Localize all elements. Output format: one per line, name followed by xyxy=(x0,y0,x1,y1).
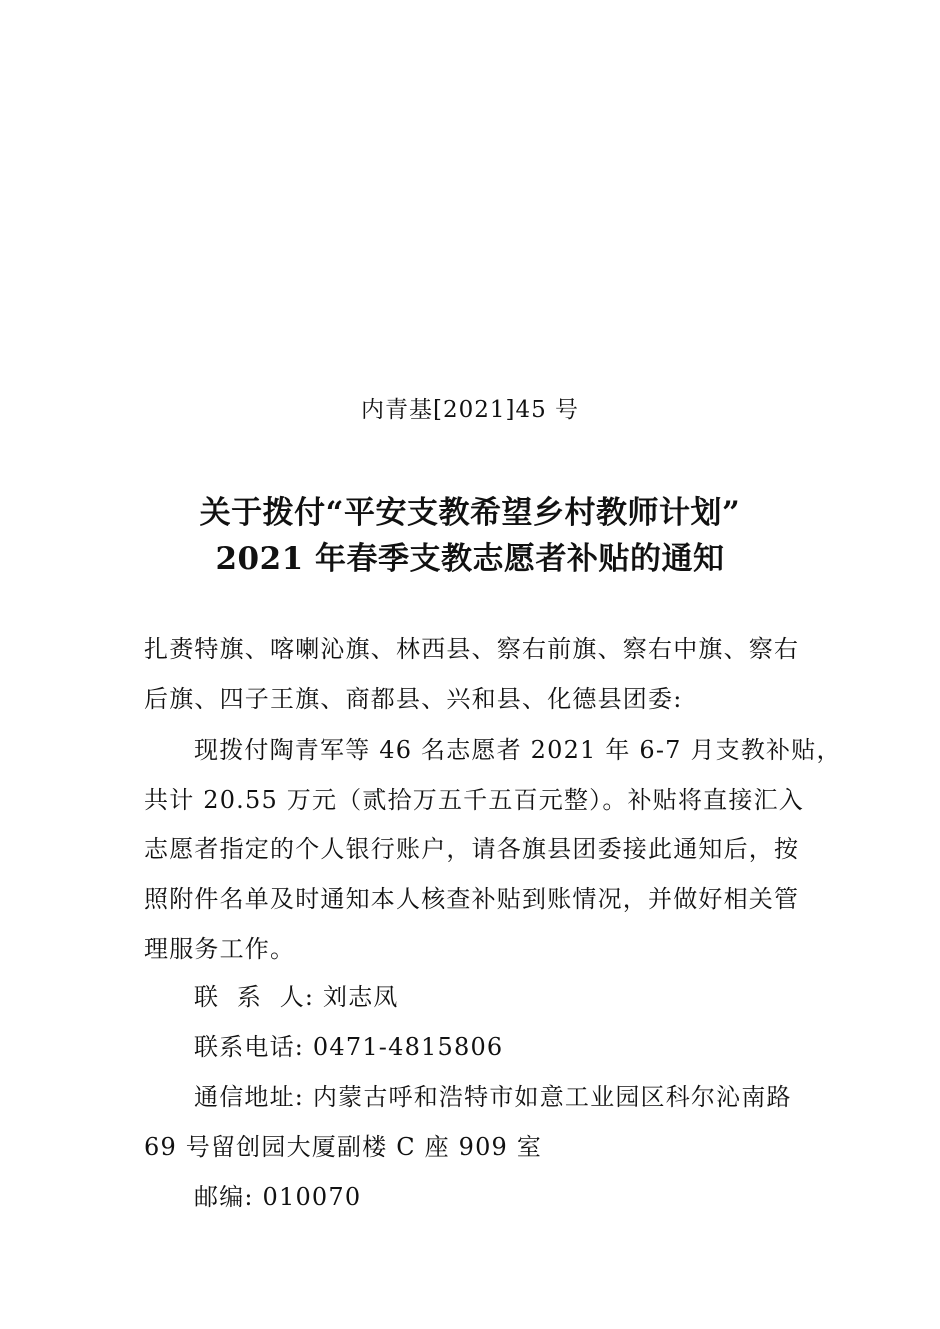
body-line-2: 共计 20.55 万元（贰拾万五千五百元整）。补贴将直接汇入 xyxy=(144,786,804,814)
contact-phone: 联系电话: 0471-4815806 xyxy=(194,1033,504,1061)
body-line-4: 照附件名单及时通知本人核查补贴到账情况，并做好相关管 xyxy=(144,885,800,913)
contact-address-line-1: 通信地址: 内蒙古呼和浩特市如意工业园区科尔沁南路 xyxy=(194,1083,792,1111)
contact-postcode: 邮编: 010070 xyxy=(194,1183,362,1211)
document-number: 内青基[2021]45 号 xyxy=(360,397,580,423)
contact-address-line-2: 69 号留创园大厦副楼 C 座 909 室 xyxy=(144,1133,543,1161)
body-line-3: 志愿者指定的个人银行账户，请各旗县团委接此通知后，按 xyxy=(144,835,800,863)
body-line-5: 理服务工作。 xyxy=(144,935,296,963)
recipients-line-2: 后旗、四子王旗、商都县、兴和县、化德县团委: xyxy=(144,685,683,713)
recipients-line-1: 扎赉特旗、喀喇沁旗、林西县、察右前旗、察右中旗、察右 xyxy=(144,635,800,663)
document-title-line-1: 关于拨付“平安支教希望乡村教师计划” xyxy=(199,495,741,531)
document-title-line-2: 2021 年春季支教志愿者补贴的通知 xyxy=(215,541,725,577)
body-line-1: 现拨付陶青军等 46 名志愿者 2021 年 6-7 月支教补贴， xyxy=(194,736,842,764)
contact-person: 联 系 人: 刘志凤 xyxy=(194,983,399,1011)
